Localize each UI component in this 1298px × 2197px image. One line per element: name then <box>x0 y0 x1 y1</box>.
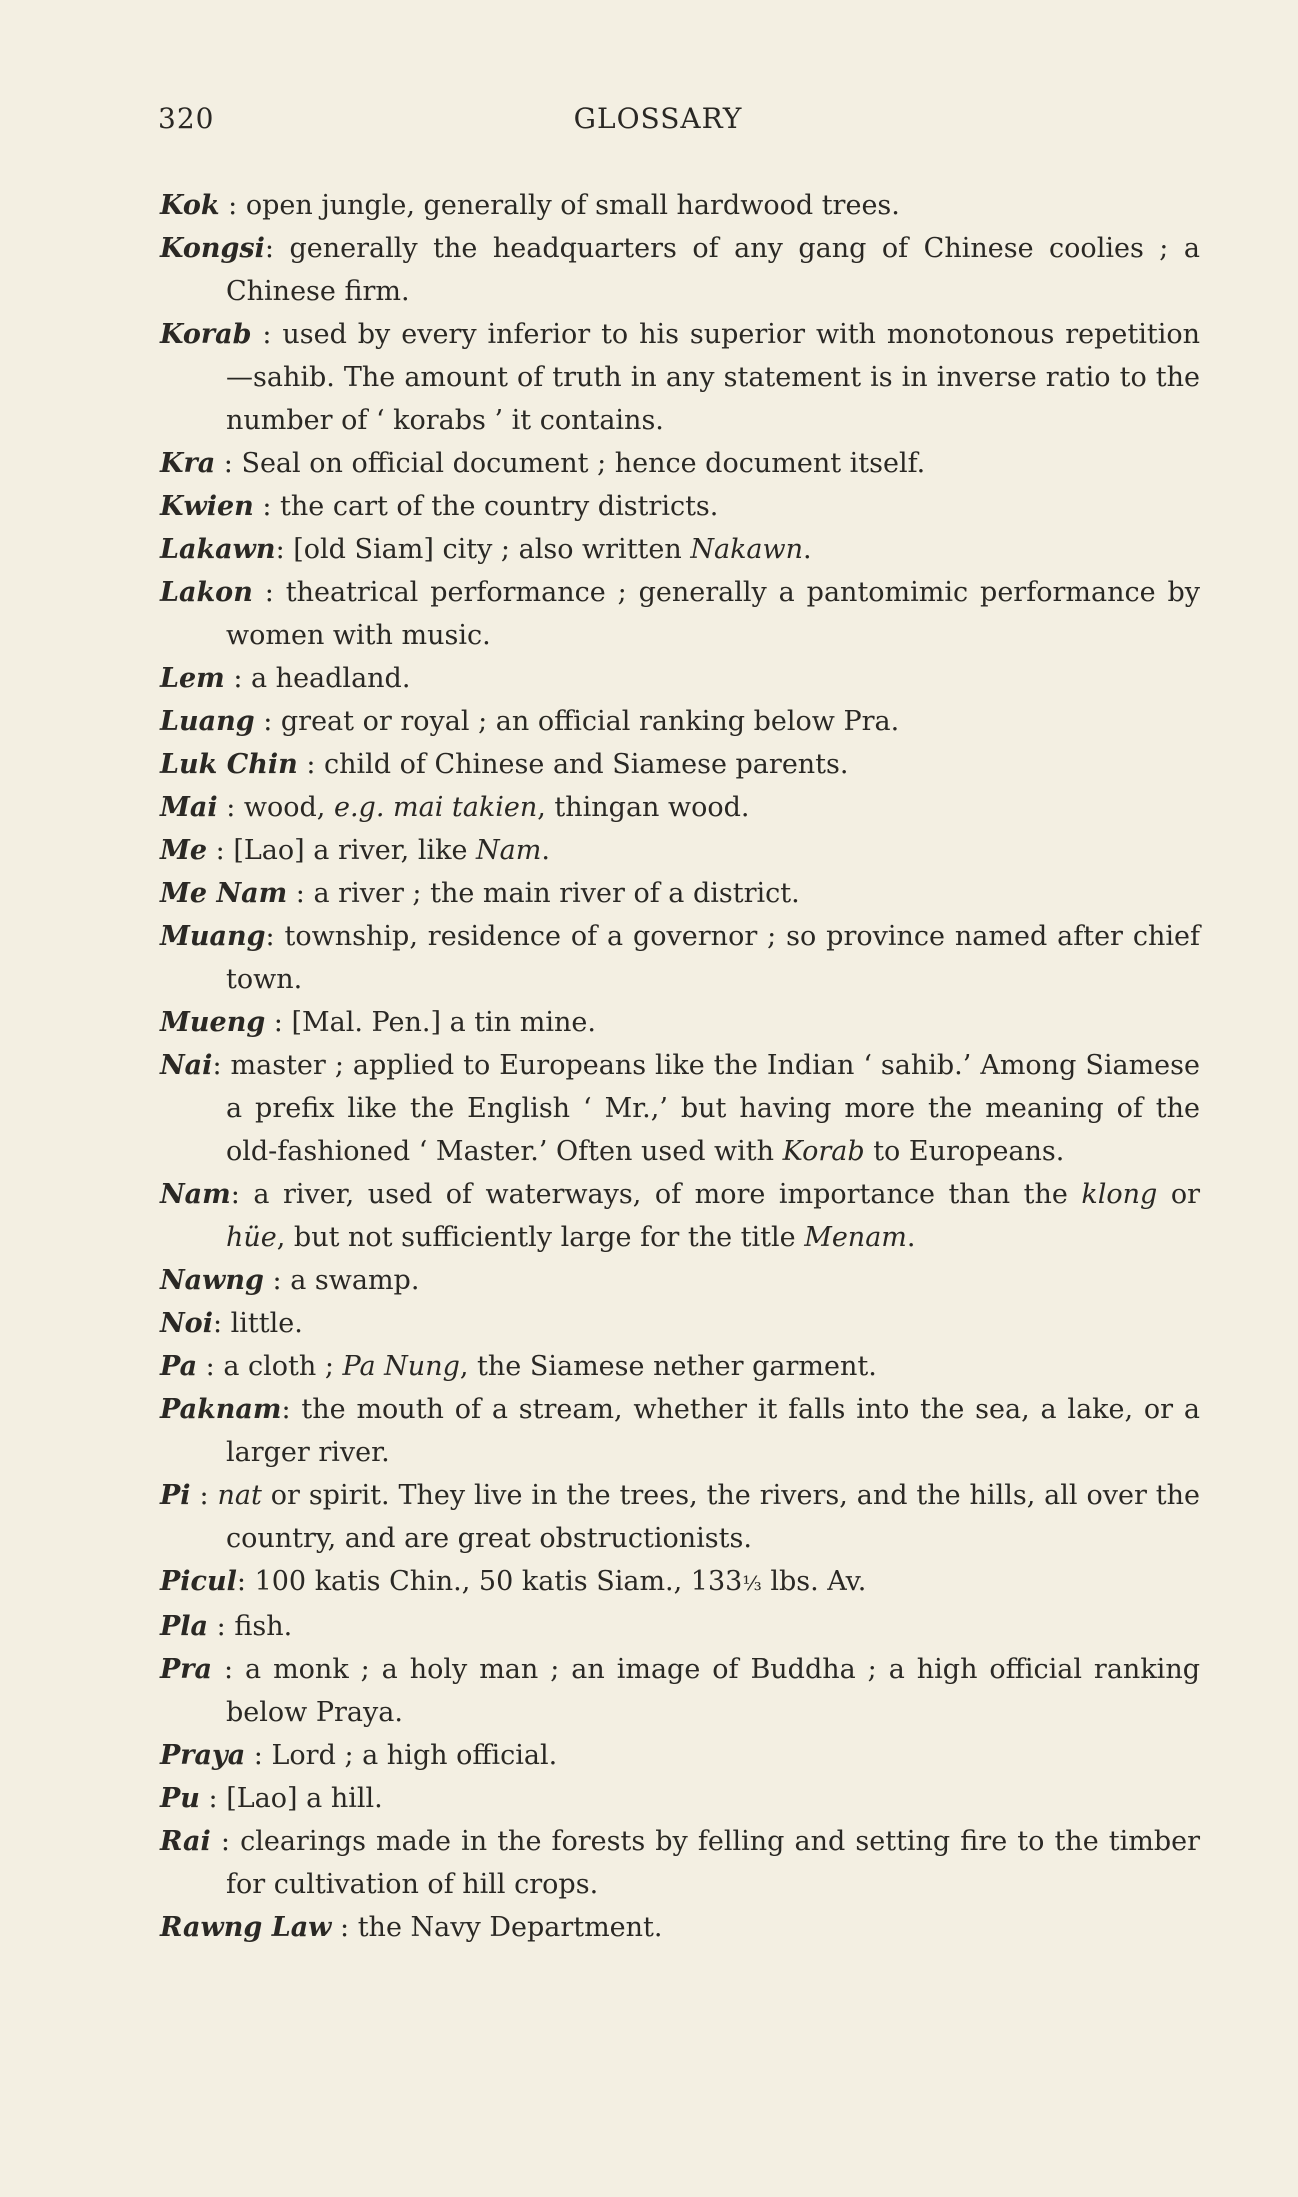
glossary-term: Kongsi <box>160 233 265 264</box>
entry-separator: : <box>252 577 286 608</box>
entry-separator: : <box>265 921 285 952</box>
glossary-entry <box>160 1345 1200 1388</box>
glossary-term: Nai <box>160 1050 213 1081</box>
glossary-term: Rawng Law <box>160 1912 332 1943</box>
glossary-definition: . <box>803 534 812 565</box>
glossary-term: Muang <box>160 921 266 952</box>
entry-separator: : <box>219 190 246 221</box>
entry-separator: : <box>275 534 294 565</box>
entry-separator: : <box>265 1007 292 1038</box>
italic-term: nat <box>217 1480 262 1511</box>
glossary-definition: a river, used of waterways, of more importance than the <box>253 1179 1082 1210</box>
glossary-entry <box>160 1906 1200 1949</box>
glossary-term: Lakawn <box>160 534 276 565</box>
glossary-definition: little. <box>230 1308 303 1339</box>
glossary-definition: the mouth of a stream, whether it falls into the sea, a lake, or a larger river. <box>226 1394 1200 1468</box>
entry-separator: : <box>217 792 244 823</box>
glossary-definition: or <box>1157 1179 1201 1210</box>
glossary-entry <box>160 700 1200 743</box>
entry-separator: : <box>224 663 251 694</box>
entry-separator: : <box>254 706 281 737</box>
glossary-entry <box>160 1302 1200 1345</box>
glossary-definition: open jungle, generally of small hardwood trees. <box>245 190 900 221</box>
glossary-entry <box>160 442 1200 485</box>
glossary-term: Mueng <box>160 1007 266 1038</box>
glossary-entry <box>160 1648 1200 1734</box>
italic-term: klong <box>1081 1179 1158 1210</box>
entry-separator: : <box>230 1179 254 1210</box>
glossary-definition: a swamp. <box>290 1265 420 1296</box>
glossary-entry <box>160 1173 1200 1259</box>
glossary-entry <box>160 872 1200 915</box>
entry-separator: : <box>264 233 290 264</box>
entry-separator: : <box>281 1394 302 1425</box>
glossary-definition: theatrical performance ; generally a pantomimic performance by women with music. <box>226 577 1200 651</box>
glossary-term: Me Nam <box>160 878 288 909</box>
glossary-definition: township, residence of a governor ; so province named after chief town. <box>226 921 1200 995</box>
glossary-entry <box>160 485 1200 528</box>
glossary-definition: Lord ; a high official. <box>271 1740 558 1771</box>
running-title: GLOSSARY <box>573 102 743 135</box>
glossary-definition: the Navy Department. <box>357 1912 663 1943</box>
glossary-term: Korab <box>160 319 252 350</box>
glossary-definition: clearings made in the forests by felling and setting fire to the timber for cultivation of hill crops. <box>226 1826 1201 1900</box>
glossary-term: Pra <box>160 1654 213 1685</box>
glossary-entry <box>160 1474 1200 1560</box>
glossary-entry <box>160 1259 1200 1302</box>
glossary-term: Rai <box>160 1826 211 1857</box>
entry-separator: : <box>212 1654 246 1685</box>
glossary-entry <box>160 1820 1200 1906</box>
glossary-term: Kwien <box>160 491 254 522</box>
entry-separator: : <box>215 448 242 479</box>
glossary-definition: fish. <box>234 1611 293 1642</box>
glossary-term: Pi <box>160 1480 191 1511</box>
entry-separator: : <box>253 491 281 522</box>
glossary-term: Luang <box>160 706 255 737</box>
glossary-term: Picul <box>160 1566 237 1597</box>
glossary-entry <box>160 1777 1200 1820</box>
glossary-entry <box>160 571 1200 657</box>
glossary-definition: , the Siamese nether garment. <box>459 1351 877 1382</box>
entry-separator: : <box>212 1308 231 1339</box>
page-number: 320 <box>158 102 215 135</box>
entry-separator: : <box>287 878 314 909</box>
glossary-definition: child of Chinese and Siamese parents. <box>324 749 849 780</box>
entry-separator: : <box>331 1912 358 1943</box>
glossary-entry <box>160 1734 1200 1777</box>
entry-separator: : <box>251 319 283 350</box>
entry-separator: : <box>208 1611 235 1642</box>
glossary-term: Pa <box>160 1351 198 1382</box>
glossary-term: Lem <box>160 663 225 694</box>
glossary-definition: , thingan wood. <box>537 792 750 823</box>
glossary-entry <box>160 184 1200 227</box>
glossary-definition: the cart of the country districts. <box>280 491 719 522</box>
glossary-list <box>160 184 1200 1949</box>
glossary-term: Paknam <box>160 1394 282 1425</box>
glossary-definition: . <box>906 1222 916 1253</box>
glossary-term: Me <box>160 835 208 866</box>
glossary-entry <box>160 1001 1200 1044</box>
entry-separator: : <box>190 1480 218 1511</box>
glossary-definition: to Europeans. <box>864 1136 1065 1167</box>
glossary-term: Pu <box>160 1783 200 1814</box>
entry-separator: : <box>297 749 324 780</box>
glossary-definition: , but not sufficiently large for the title <box>276 1222 805 1253</box>
entry-separator: : <box>210 1826 241 1857</box>
glossary-term: Nam <box>160 1179 231 1210</box>
glossary-entry <box>160 1388 1200 1474</box>
entry-separator: : <box>236 1566 255 1597</box>
glossary-term: Mai <box>160 792 218 823</box>
glossary-term: Kok <box>160 190 220 221</box>
glossary-definition: [Lao] a river, like <box>233 835 477 866</box>
glossary-term: Noi <box>160 1308 213 1339</box>
glossary-definition: . <box>541 835 550 866</box>
glossary-definition: used by every inferior to his superior with monotonous repetition—sahib. The amount of truth in any statement is in inverse ratio to the number of ‘ korabs ’ it contains. <box>226 319 1200 436</box>
glossary-definition: great or royal ; an official ranking below Pra. <box>280 706 900 737</box>
glossary-entry <box>160 743 1200 786</box>
entry-separator: : <box>212 1050 231 1081</box>
glossary-definition: a river ; the main river of a district. <box>313 878 800 909</box>
glossary-definition: [old Siam] city ; also written <box>293 534 691 565</box>
glossary-definition: a monk ; a holy man ; an image of Buddha ; a high official ranking below Praya. <box>226 1654 1200 1728</box>
italic-term: hüe <box>226 1222 277 1253</box>
glossary-entry <box>160 313 1200 442</box>
glossary-entry <box>160 528 1200 571</box>
italic-term: e.g. mai takien <box>333 792 538 823</box>
italic-term: Pa Nung <box>342 1351 460 1382</box>
glossary-definition: wood, <box>243 792 334 823</box>
glossary-entry <box>160 227 1200 313</box>
glossary-definition: [Mal. Pen.] a tin mine. <box>291 1007 596 1038</box>
italic-term: Korab <box>782 1136 865 1167</box>
glossary-term: Praya <box>160 1740 246 1771</box>
glossary-entry <box>160 657 1200 700</box>
glossary-term: Pla <box>160 1611 209 1642</box>
glossary-definition: a cloth ; <box>223 1351 343 1382</box>
italic-term: Menam <box>804 1222 907 1253</box>
italic-term: Nakawn <box>690 534 804 565</box>
glossary-entry <box>160 829 1200 872</box>
glossary-entry <box>160 786 1200 829</box>
glossary-entry <box>160 1560 1200 1605</box>
glossary-definition: lbs. Av. <box>761 1566 867 1597</box>
glossary-term: Luk Chin <box>160 749 298 780</box>
glossary-term: Nawng <box>160 1265 264 1296</box>
entry-separator: : <box>245 1740 272 1771</box>
glossary-definition: master ; applied to Europeans like the Indian ‘ sahib.’ Among Siamese a prefix like the English ‘ Mr.,’ but having more the meaning of the old-fashioned ‘ Master.’ Often used with <box>226 1050 1200 1167</box>
glossary-definition: [Lao] a hill. <box>226 1783 383 1814</box>
glossary-entry <box>160 915 1200 1001</box>
fraction: ⅓ <box>742 1571 762 1595</box>
entry-separator: : <box>207 835 234 866</box>
glossary-definition: generally the headquarters of any gang of Chinese coolies ; a Chinese firm. <box>226 233 1200 307</box>
glossary-entry <box>160 1605 1200 1648</box>
glossary-term: Kra <box>160 448 216 479</box>
glossary-definition: 100 katis Chin., 50 katis Siam., 133 <box>254 1566 743 1597</box>
entry-separator: : <box>199 1783 227 1814</box>
italic-term: Nam <box>476 835 542 866</box>
glossary-term: Lakon <box>160 577 253 608</box>
glossary-definition: Seal on official document ; hence document itself. <box>241 448 926 479</box>
glossary-definition: or spirit. They live in the trees, the rivers, and the hills, all over the country, and are great obstructionists. <box>226 1480 1200 1554</box>
glossary-definition: a headland. <box>251 663 411 694</box>
glossary-entry <box>160 1044 1200 1173</box>
entry-separator: : <box>263 1265 291 1296</box>
entry-separator: : <box>197 1351 224 1382</box>
page-header <box>158 102 1158 142</box>
